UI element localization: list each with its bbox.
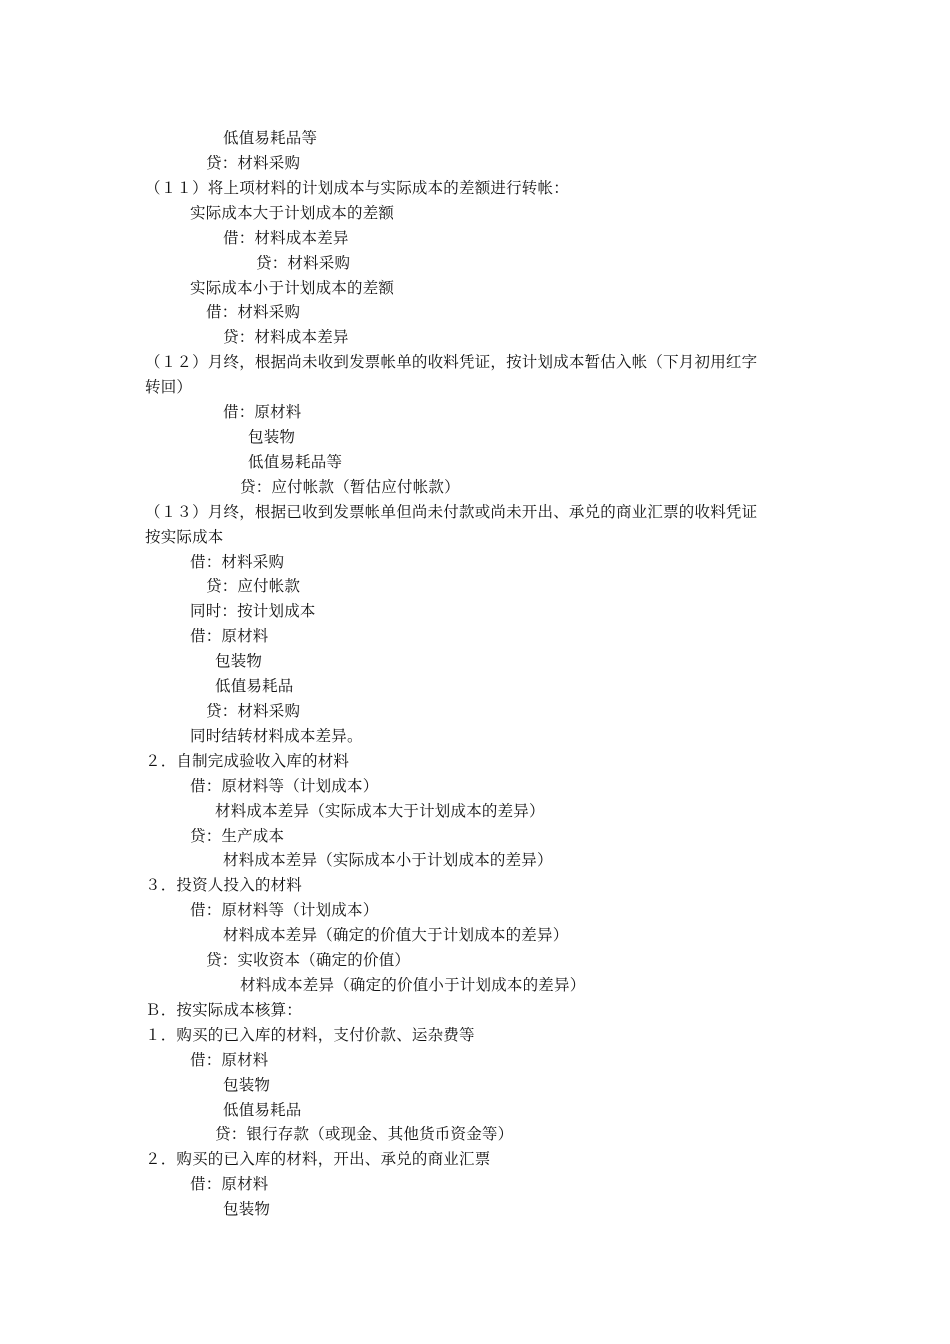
text-line: 材料成本差异（确定的价值大于计划成本的差异） — [223, 926, 569, 944]
text-line: 贷：应付帐款 — [206, 577, 301, 595]
text-line: 贷：生产成本 — [190, 827, 285, 845]
text-line: 低值易耗品 — [223, 1101, 302, 1119]
text-line: 借：原材料等（计划成本） — [190, 901, 379, 919]
text-line: 贷：材料采购 — [256, 254, 351, 272]
text-line: 包装物 — [223, 1200, 271, 1218]
text-line: 实际成本小于计划成本的差额 — [190, 279, 395, 297]
text-line: 材料成本差异（实际成本小于计划成本的差异） — [223, 851, 553, 869]
text-line: （１１）将上项材料的计划成本与实际成本的差额进行转帐： — [145, 179, 569, 197]
text-line: 贷：实收资本（确定的价值） — [206, 951, 411, 969]
text-line: （１３）月终，根据已收到发票帐单但尚未付款或尚未开出、承兑的商业汇票的收料凭证 — [145, 503, 758, 521]
text-line: 借：原材料等（计划成本） — [190, 777, 379, 795]
text-line: ２．自制完成验收入库的材料 — [145, 752, 350, 770]
text-line: 借：原材料 — [190, 627, 269, 645]
text-line: 材料成本差异（实际成本大于计划成本的差异） — [215, 802, 545, 820]
text-line: 贷：材料成本差异 — [223, 328, 349, 346]
text-line: ３．投资人投入的材料 — [145, 876, 303, 894]
text-line: 借：原材料 — [190, 1051, 269, 1069]
text-line: 转回） — [145, 378, 193, 396]
text-line: 低值易耗品 — [215, 677, 294, 695]
text-line: 包装物 — [215, 652, 263, 670]
text-line: 按实际成本 — [145, 528, 224, 546]
text-line: 同时：按计划成本 — [190, 602, 316, 620]
text-line: Ｂ．按实际成本核算： — [145, 1001, 303, 1019]
text-line: 包装物 — [248, 428, 296, 446]
text-line: 材料成本差异（确定的价值小于计划成本的差异） — [240, 976, 586, 994]
text-line: 同时结转材料成本差异。 — [190, 727, 363, 745]
text-line: 低值易耗品等 — [223, 129, 318, 147]
text-line: 借：材料采购 — [190, 553, 285, 571]
text-line: 贷：银行存款（或现金、其他货币资金等） — [215, 1125, 514, 1143]
text-line: 借：原材料 — [223, 403, 302, 421]
text-line: １．购买的已入库的材料，支付价款、运杂费等 — [145, 1026, 475, 1044]
text-line: 贷：材料采购 — [206, 702, 301, 720]
text-line: 低值易耗品等 — [248, 453, 343, 471]
text-line: （１２）月终，根据尚未收到发票帐单的收料凭证，按计划成本暂估入帐（下月初用红字 — [145, 353, 758, 371]
text-line: 贷：材料采购 — [206, 154, 301, 172]
text-line: 借：原材料 — [190, 1175, 269, 1193]
text-line: 借：材料成本差异 — [223, 229, 349, 247]
text-line: 包装物 — [223, 1076, 271, 1094]
text-line: 实际成本大于计划成本的差额 — [190, 204, 395, 222]
text-line: 借：材料采购 — [206, 303, 301, 321]
text-line: ２．购买的已入库的材料，开出、承兑的商业汇票 — [145, 1150, 491, 1168]
text-line: 贷：应付帐款（暂估应付帐款） — [240, 478, 460, 496]
